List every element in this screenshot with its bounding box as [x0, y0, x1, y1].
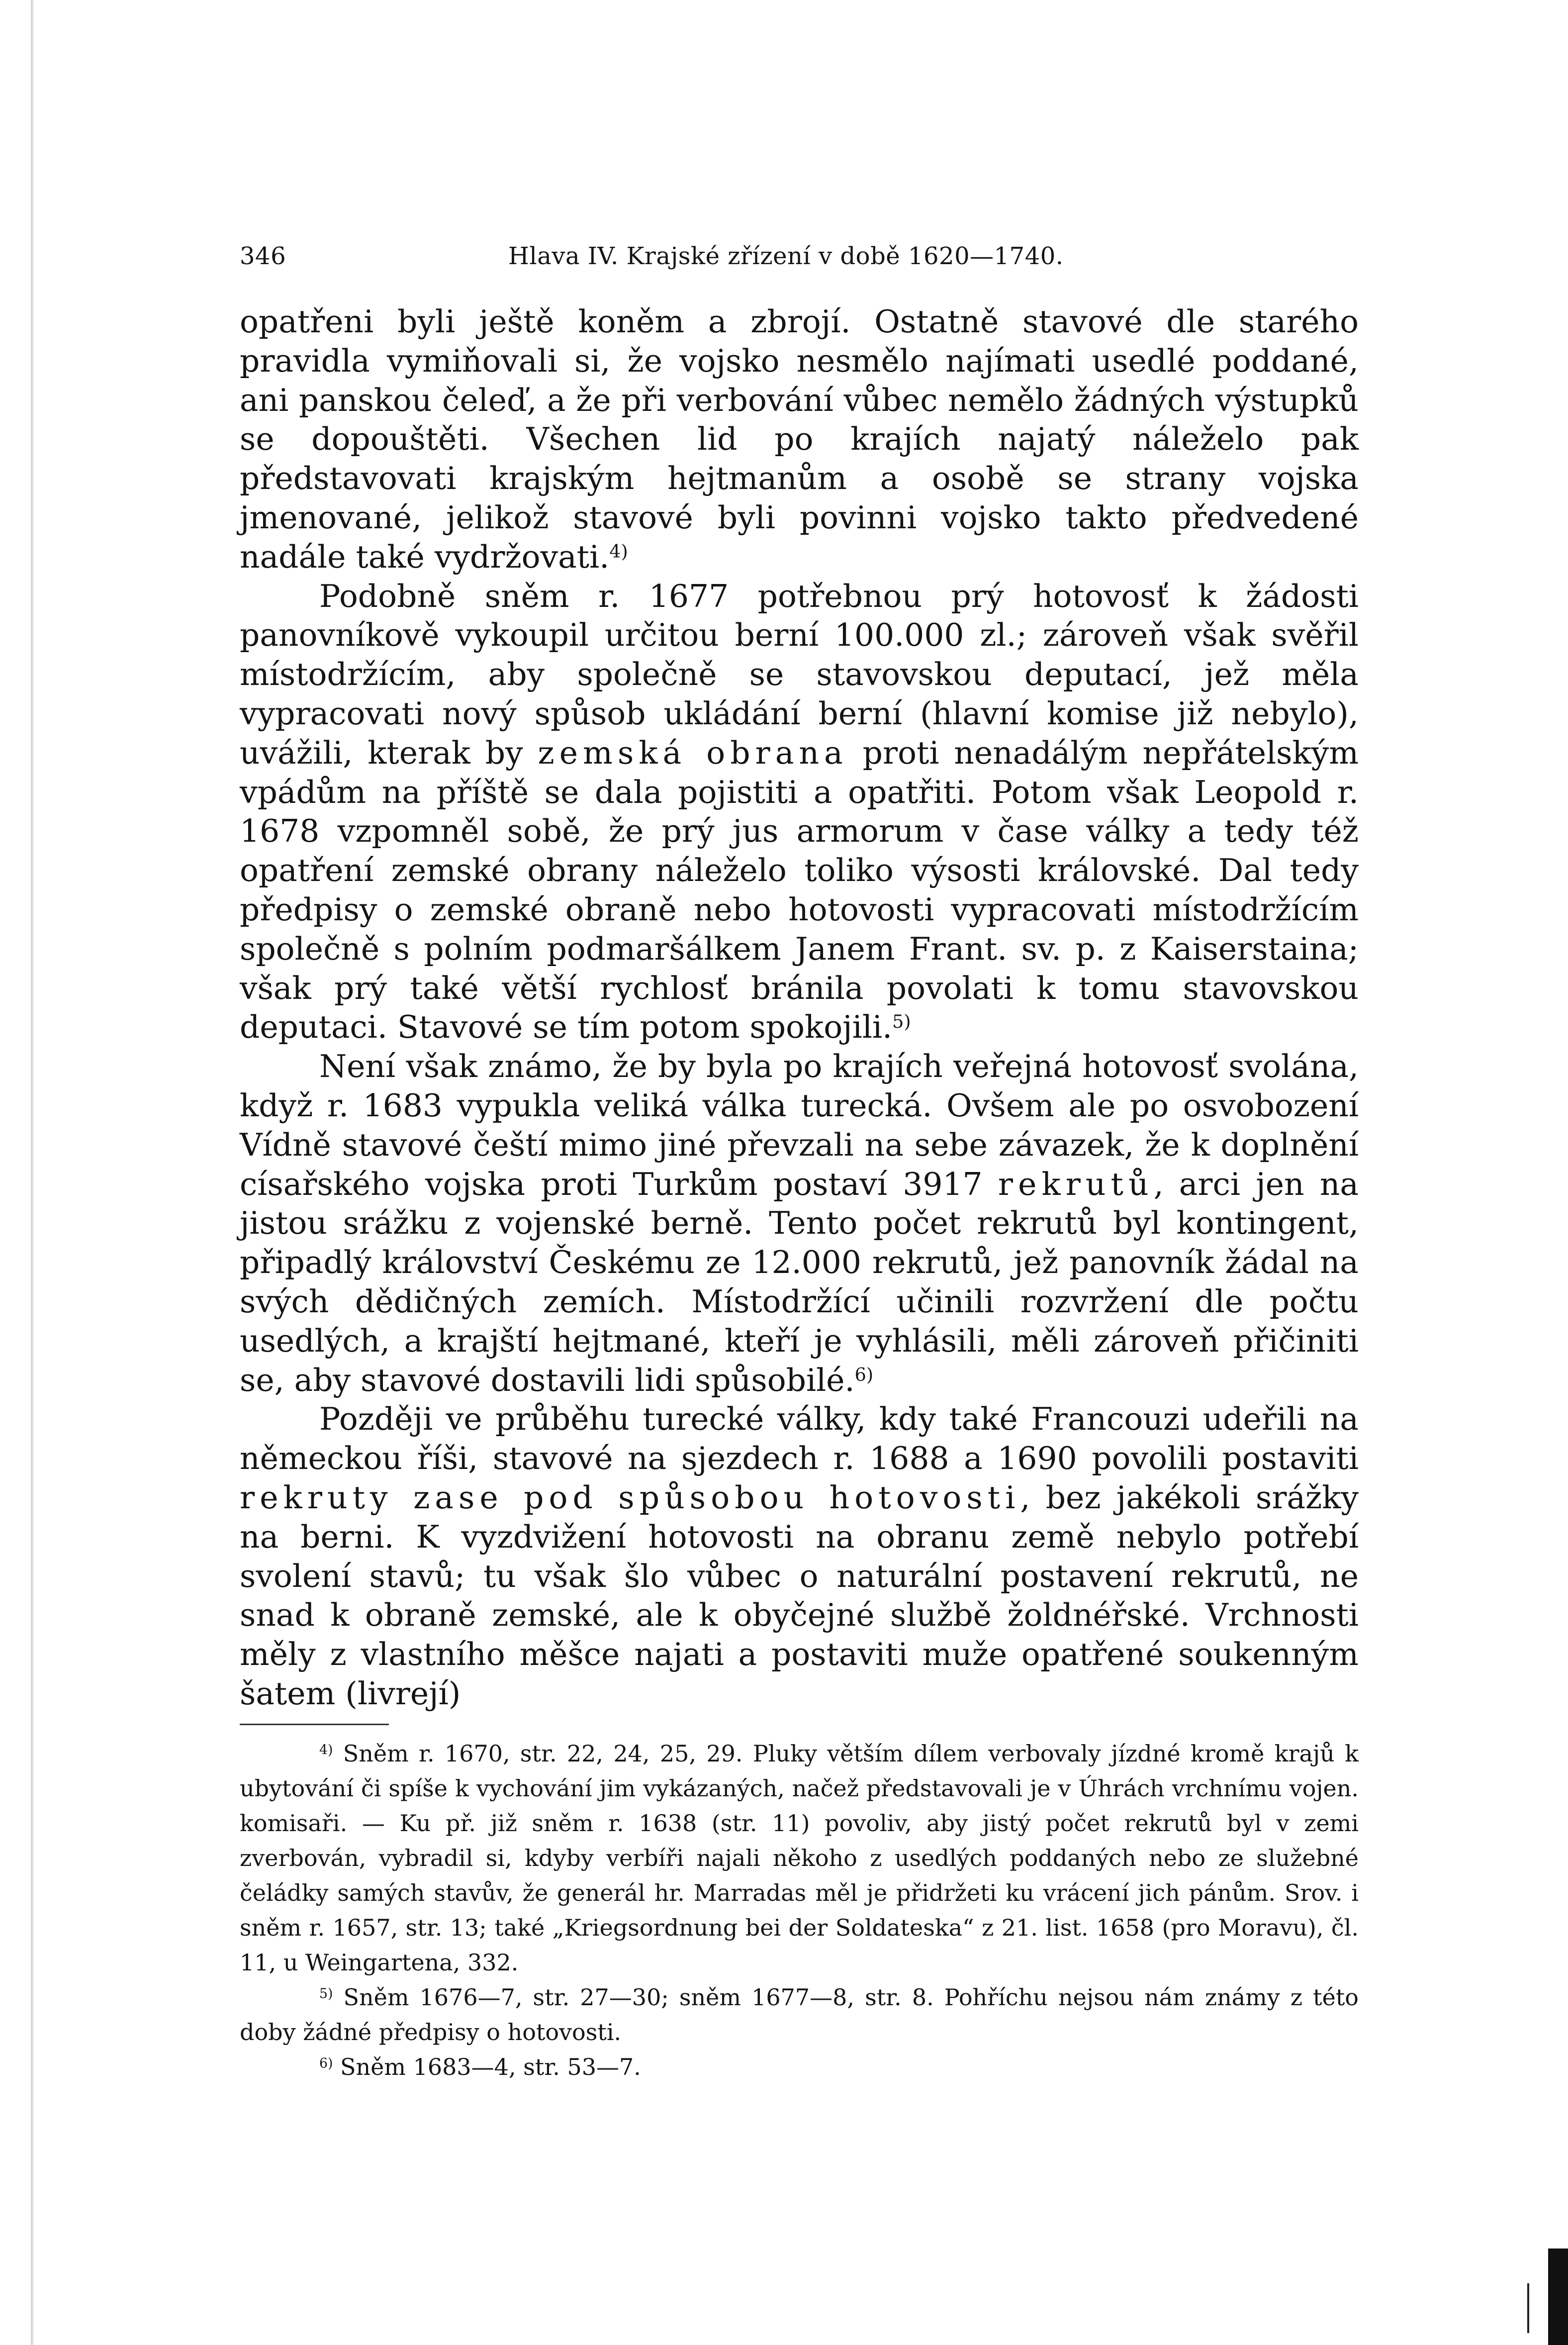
scan-corner-shadow: [1548, 2248, 1568, 2345]
footnote-mark: 5): [319, 1986, 333, 2002]
main-text: [240, 302, 1359, 1714]
footnote-5: $^{5)}$ Sněm 1676—7, str. 27—30; sněm 1677—8, str. 8. Pohříchu nejsou nám známy z této doby žádné předpisy o hotovosti.: [240, 1983, 1359, 2046]
scan-mark: [1527, 2283, 1529, 2333]
footnote-4: $^{4)}$ Sněm r. 1670, str. 22, 24, 25, 29. Pluky větším dílem verbovaly jízdné kromě krajů k ubytování či spíše k vychování jim vykázaných, načež představovali je v Úhrách vrchnímu vojen. komisaři. — Ku př. již sněm r. 1638 (str. 11) povoliv, aby jistý počet rekrutů byl v zemi zverbován, vybradil si, kdyby verbíři najali někoho z usedlých poddaných nebo ze služebné čeládky samých stavův, že generál hr. Marradas měl je přidržeti ku vrácení jich pánům. Srov. i sněm r. 1657, str. 13; také „Kriegsordnung bei der Soldateska“ z 21. list. 1658 (pro Moravu), čl. 11, u Weingartena, 332.: [240, 1740, 1359, 1976]
footnote-mark: 4): [319, 1742, 333, 1758]
footnotes: [240, 1736, 1359, 2084]
paragraph-1: opatřeni byli ještě koněm a zbrojí. Ostatně stavové dle starého pravidla vymiňovali si, že vojsko nesmělo najímati usedlé poddané, ani panskou čeleď, a že při verbování vůbec nemělo žádných výstupků se dopouštěti. Všechen lid po krajích najatý náleželo pak představovati krajským hejtmanům a osobě se strany vojska jmenované, jelikož stavové byli povinni vojsko takto předvedené nadále také vydržovati.$^{4)}$: [240, 303, 1359, 575]
footnote-ref-4: 4): [609, 540, 628, 562]
page-number: 346: [240, 242, 286, 270]
spaced-emphasis: zemská obrana: [538, 734, 848, 771]
paragraph-2: Podobně sněm r. 1677 potřebnou prý hotovosť k žádosti panovníkově vykoupil určitou berní 100.000 zl.; zároveň však svěřil místodržícím, aby společně se stavovskou deputací, jež měla vypracovati nový spůsob ukládání berní (hlavní komise již nebylo), uvážili, kterak by zemská obrana proti nenadálým nepřátelským vpádům na příště se dala pojistiti a opatřiti. Potom však Leopold r. 1678 vzpomněl sobě, že prý jus armorum v čase války a tedy též opatření zemské obrany náleželo toliko výsosti královské. Dal tedy předpisy o zemské obraně nebo hotovosti vypracovati místodržícím společně s polním podmaršálkem Janem Frant. sv. p. z Kaiserstaina; však prý také větší rychlosť bránila povolati k tomu stavovskou deputaci. Stavové se tím potom spokojili.$^{5)}$: [240, 578, 1359, 1046]
footnote-ref-6: 6): [854, 1364, 874, 1385]
book-page: [240, 234, 1359, 2084]
spaced-emphasis: rekrutů: [998, 1166, 1154, 1202]
spaced-emphasis: rekruty zase pod spůsobou hotovosti: [240, 1479, 1020, 1516]
running-head: [240, 234, 1359, 279]
footnote-mark: 6): [319, 2055, 333, 2071]
footnote-ref-5: 5): [892, 1011, 911, 1033]
scan-left-edge: [31, 0, 34, 2345]
footnote-6: $^{6)}$ Sněm 1683—4, str. 53—7.: [319, 2053, 641, 2080]
paragraph-4: Později ve průběhu turecké války, kdy také Francouzi udeřili na německou říši, stavové na sjezdech r. 1688 a 1690 povolili postaviti rekruty zase pod spůsobou hotovosti, bez jakékoli srážky na berni. K vyzdvižení hotovosti na obranu země nebylo potřebí svolení stavů; tu však šlo vůbec o naturální postavení rekrutů, ne snad k obraně zemské, ale k obyčejné službě žoldnéřské. Vrchnosti měly z vlastního měšce najati a postaviti muže opatřené soukenným šatem (livrejí): [240, 1401, 1359, 1712]
chapter-title: Hlava IV. Krajské zřízení v době 1620—1740.: [508, 242, 1064, 270]
footnote-divider: [240, 1724, 389, 1725]
paragraph-3: Není však známo, že by byla po krajích veřejná hotovosť svolána, když r. 1683 vypukla veliká válka turecká. Ovšem ale po osvobození Vídně stavové čeští mimo jiné převzali na sebe závazek, že k doplnění císařského vojska proti Turkům postaví 3917 rekrutů, arci jen na jistou srážku z vojenské berně. Tento počet rekrutů byl kontingent, připadlý království Českému ze 12.000 rekrutů, jež panovník žádal na svých dědičných zemích. Místodržící učinili rozvržení dle počtu usedlých, a krajští hejtmané, kteří je vyhlásili, měli zároveň přičiniti se, aby stavové dostavili lidi spůsobilé.$^{6)}$: [240, 1048, 1359, 1398]
